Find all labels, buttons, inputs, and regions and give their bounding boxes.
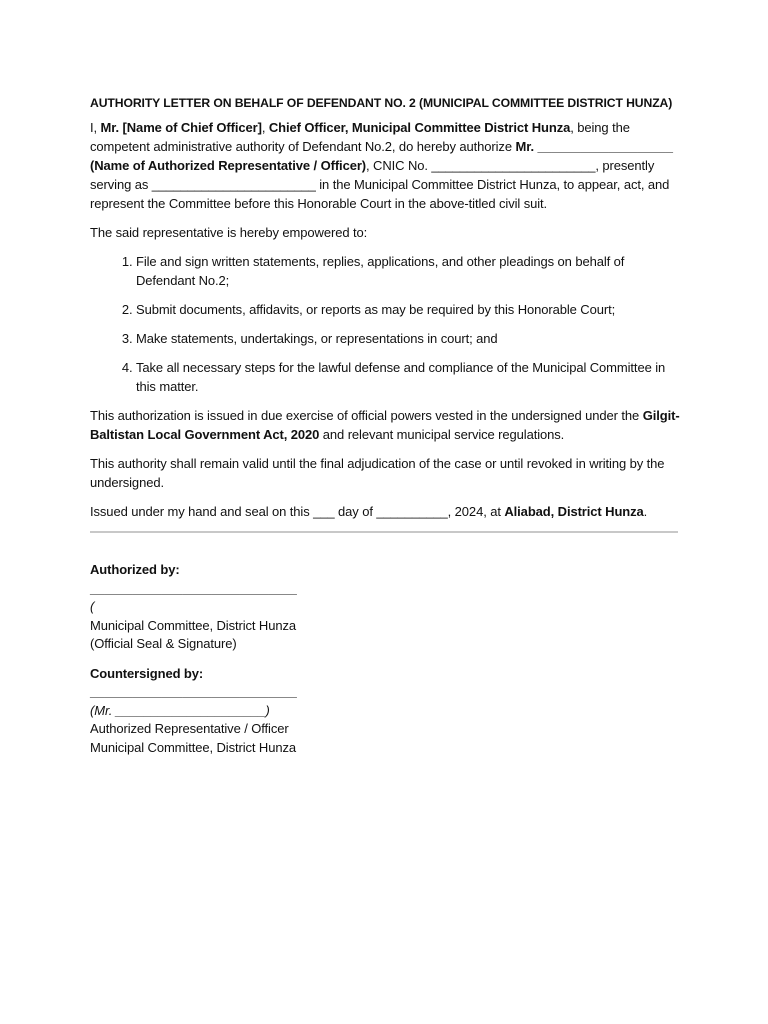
letter-body <box>90 95 680 757</box>
chief-officer-title: Chief Officer, Municipal Committee District Hunza <box>268 120 571 135</box>
issue-place: Aliabad, District Hunza <box>504 504 644 519</box>
authorized-heading: Authorized by: <box>90 562 180 577</box>
authorized-signature-line: _____________________________ <box>90 580 297 596</box>
power-item: 4. Take all necessary steps for the lawful defense and compliance of the Municipal Committee in this matter. <box>136 358 680 396</box>
para1-text-2: , <box>261 120 269 135</box>
authorized-signature-block <box>90 561 680 654</box>
section-divider <box>90 531 678 533</box>
para5-text-2: . <box>643 504 648 519</box>
para1-text-4: , CNIC No. _______________________, presently serving as _______________________ in the Municipal Committee District Hunza, to appear, act, and represent the Committee before this Honorable Court in the above-titled civil suit. <box>90 158 670 211</box>
act-name: Gilgit-Baltistan Local Government Act, 2020 <box>90 408 680 442</box>
para3-text-1: This authorization is issued in due exercise of official powers vested in the undersigned under the <box>90 408 643 423</box>
countersigned-office: Municipal Committee, District Hunza <box>90 739 297 755</box>
para1-text-3: , being the competent administrative authority of Defendant No.2, do hereby authorize <box>90 120 630 154</box>
authorized-name: ( <box>90 599 95 614</box>
countersigned-signature-line: _____________________________ <box>90 684 297 699</box>
power-item: 2. Submit documents, affidavits, or reports as may be required by this Honorable Court; <box>136 300 680 319</box>
powers-list <box>90 252 680 396</box>
issued-paragraph <box>90 502 680 521</box>
empowered-intro: The said representative is hereby empowered to: <box>90 225 368 240</box>
countersigned-role: Authorized Representative / Officer <box>90 721 289 736</box>
para1-text-1: I, <box>90 120 101 135</box>
chief-officer-name: Mr. [Name of Chief Officer] <box>100 120 262 135</box>
countersigned-signature-block <box>90 665 680 758</box>
validity-paragraph: This authority shall remain valid until the final adjudication of the case or until revoked in writing by the undersigned. <box>90 456 665 490</box>
para3-text-2: and relevant municipal service regulations. <box>319 427 565 442</box>
power-item: 3. Make statements, undertakings, or representations in court; and <box>136 329 680 348</box>
letter-title: AUTHORITY LETTER ON BEHALF OF DEFENDANT NO. 2 (MUNICIPAL COMMITTEE DISTRICT HUNZA) <box>90 96 673 110</box>
legal-basis-paragraph <box>90 406 680 444</box>
para5-text-1: Issued under my hand and seal on this ___ day of __________, 2024, at <box>90 504 505 519</box>
representative-name: Mr. ___________________ (Name of Authorized Representative / Officer) <box>90 139 673 173</box>
countersigned-name: (Mr. _____________________) <box>90 702 270 718</box>
countersigned-heading: Countersigned by: <box>90 665 204 681</box>
authorization-paragraph <box>90 118 680 213</box>
authorized-seal-note: (Official Seal & Signature) <box>90 636 237 651</box>
power-item: 1. File and sign written statements, replies, applications, and other pleadings on behalf of Defendant No.2; <box>136 252 680 290</box>
authorized-office: Municipal Committee, District Hunza <box>90 617 297 633</box>
